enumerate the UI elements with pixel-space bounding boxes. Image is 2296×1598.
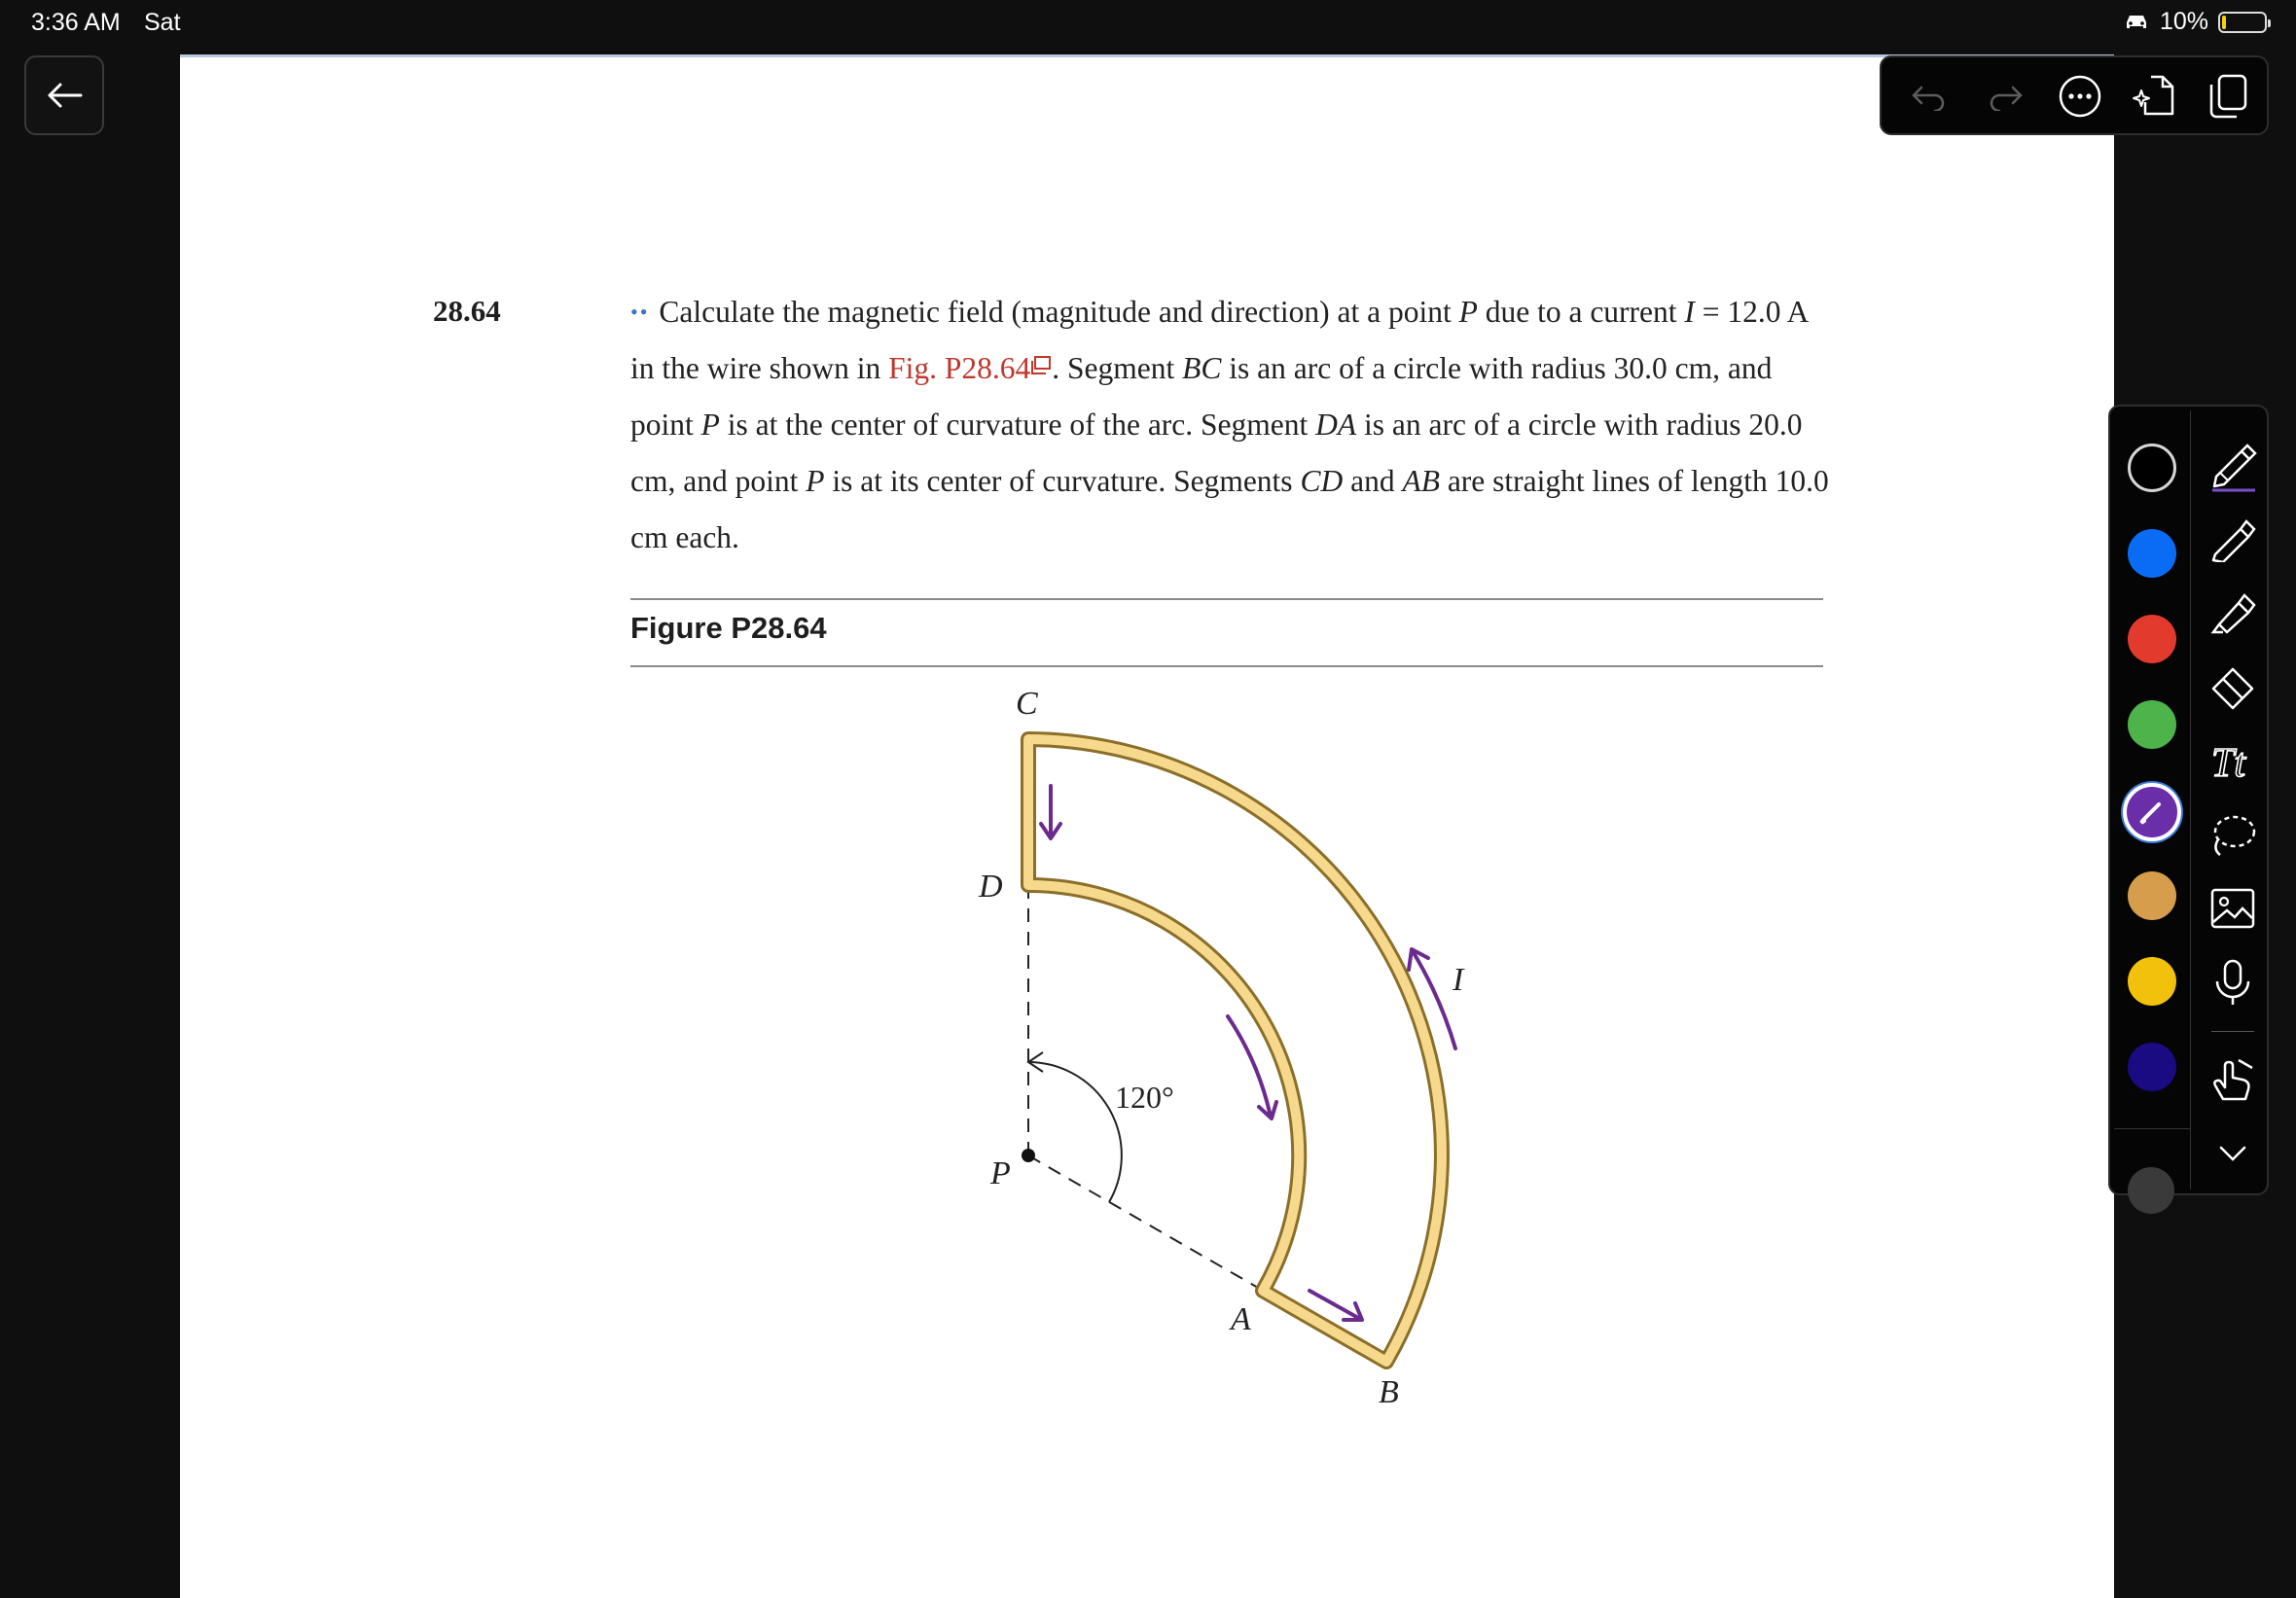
var-AB: AB — [1402, 464, 1440, 498]
more-button[interactable] — [2057, 73, 2103, 120]
text-fragment: is at its center of curvature. Segments — [824, 464, 1301, 498]
text-tool[interactable] — [2207, 735, 2258, 786]
pencil-tool[interactable] — [2207, 514, 2258, 564]
wire-outline — [1028, 739, 1442, 1362]
status-bar — [0, 0, 2296, 47]
var-I: I — [1684, 295, 1695, 329]
pages-button[interactable] — [2205, 73, 2251, 120]
top-toolbar — [1880, 55, 2269, 135]
drawing-palette — [2108, 405, 2269, 1195]
color-swatch-tan[interactable] — [2128, 871, 2176, 920]
undo-button[interactable] — [1905, 73, 1952, 120]
var-DA: DA — [1315, 408, 1357, 442]
color-swatch-purple-selected[interactable] — [2123, 783, 2181, 841]
pages-icon — [2207, 73, 2248, 120]
pen-icon — [2208, 438, 2257, 492]
status-time: 3:36 AM — [31, 9, 121, 36]
arrow-left-icon — [46, 81, 83, 110]
text-fragment: is an arc of a circle with radius 20.0 cm, and point — [630, 408, 1803, 498]
text-fragment: are straight lines of length 10.0 cm each. — [630, 464, 1829, 554]
microphone-tool[interactable] — [2207, 957, 2258, 1008]
text-fragment: due to a current — [1477, 295, 1685, 329]
touch-icon — [2209, 1056, 2256, 1103]
highlighter-icon — [2209, 589, 2256, 636]
label-P: P — [990, 1155, 1011, 1191]
battery-icon — [2218, 12, 2267, 33]
color-swatch-red[interactable] — [2128, 615, 2176, 663]
car-icon — [2123, 13, 2150, 32]
palette-separator — [2114, 1128, 2190, 1129]
figure-rule-top — [630, 598, 1823, 600]
color-swatch-navy[interactable] — [2128, 1043, 2176, 1091]
problem-text — [630, 284, 1837, 566]
lasso-icon — [2208, 810, 2257, 859]
problem-number: 28.64 — [433, 294, 501, 328]
label-A: A — [1231, 1301, 1251, 1337]
pencil-icon — [2209, 515, 2256, 562]
chevron-down-icon — [2217, 1144, 2248, 1163]
more-icon — [2058, 74, 2102, 119]
text-fragment: is an arc of a circle with radius 30.0 cm, and point — [630, 351, 1773, 442]
figure-link[interactable]: Fig. P28.64 — [888, 351, 1031, 385]
angle-arc — [1028, 1062, 1122, 1202]
ai-document-button[interactable] — [2131, 73, 2177, 120]
label-I: I — [1453, 962, 1464, 998]
var-CD: CD — [1300, 464, 1344, 498]
battery-percent: 10% — [2159, 8, 2208, 35]
color-swatch-green[interactable] — [2128, 700, 2176, 749]
svg-text:Tt: Tt — [2211, 741, 2246, 784]
var-BC: BC — [1182, 351, 1222, 385]
color-swatch-yellow[interactable] — [2128, 957, 2176, 1006]
difficulty-dots: •• — [630, 300, 650, 324]
label-D: D — [979, 869, 1003, 905]
image-icon — [2209, 885, 2256, 932]
popout-icon[interactable] — [1030, 355, 1052, 376]
redo-button[interactable] — [1983, 73, 2029, 120]
figure-title: Figure P28.64 — [630, 611, 827, 645]
color-swatch-blue[interactable] — [2128, 529, 2176, 578]
palette-divider — [2190, 410, 2191, 1190]
dashed-line-diagonal — [1028, 1155, 1265, 1292]
angle-label: 120° — [1115, 1080, 1174, 1115]
pen-tool[interactable] — [2207, 440, 2258, 490]
text-icon — [2209, 737, 2256, 784]
status-day: Sat — [144, 9, 181, 36]
figure-rule-bottom — [630, 665, 1823, 667]
text-fragment: . Segment — [1052, 351, 1183, 385]
undo-icon — [1910, 82, 1947, 111]
eraser-tool[interactable] — [2207, 661, 2258, 712]
image-tool[interactable] — [2207, 883, 2258, 934]
status-right — [2123, 8, 2267, 36]
text-fragment: and — [1343, 464, 1403, 498]
label-C: C — [1016, 686, 1038, 722]
var-P: P — [1458, 295, 1478, 329]
wire-figure — [934, 681, 1518, 1430]
redo-icon — [1988, 82, 2025, 111]
current-arrow-CD — [1041, 786, 1060, 838]
var-P: P — [700, 408, 720, 442]
back-button[interactable] — [24, 55, 104, 135]
eraser-icon — [2209, 663, 2256, 710]
more-colors-button[interactable] — [2128, 1167, 2174, 1214]
lasso-tool[interactable] — [2207, 809, 2258, 860]
highlighter-tool[interactable] — [2207, 587, 2258, 638]
label-B: B — [1379, 1374, 1399, 1410]
tool-separator — [2211, 1031, 2254, 1032]
text-fragment: Calculate the magnetic field (magnitude and direction) at a point — [659, 295, 1459, 329]
ai-document-icon — [2132, 73, 2176, 120]
touch-tool[interactable] — [2207, 1054, 2258, 1105]
microphone-icon — [2209, 958, 2256, 1007]
var-P: P — [806, 464, 825, 498]
collapse-palette-button[interactable] — [2207, 1128, 2258, 1179]
point-P — [1022, 1149, 1035, 1162]
wire — [1028, 739, 1442, 1362]
text-fragment: is at the center of curvature of the arc. Segment — [719, 408, 1316, 442]
text-fragment: = 12.0 A in the wire shown in — [630, 295, 1808, 385]
color-swatch-black[interactable] — [2128, 444, 2176, 492]
pen-edit-icon — [2127, 787, 2177, 837]
